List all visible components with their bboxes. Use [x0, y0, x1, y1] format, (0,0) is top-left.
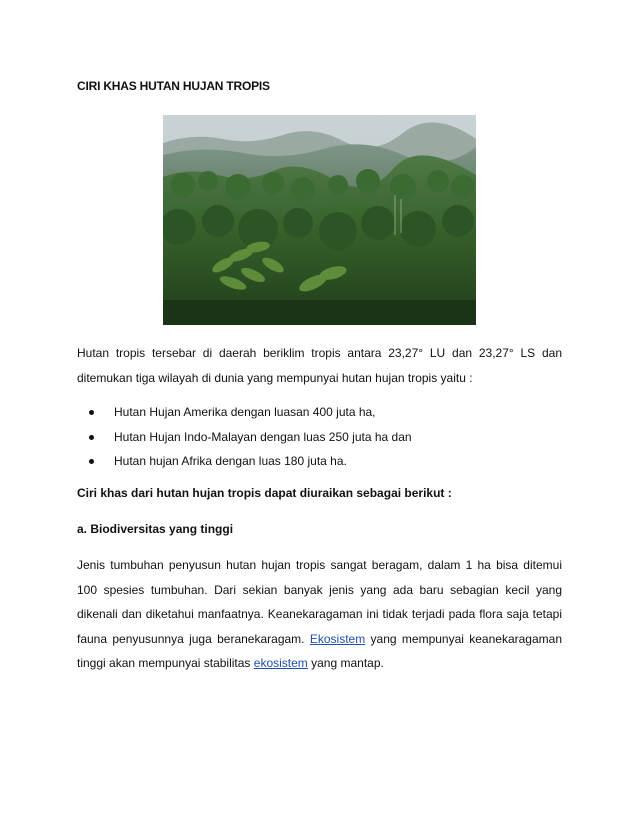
list-item-text: Hutan Hujan Indo-Malayan dengan luas 250 juta ha dan [114, 429, 412, 444]
body-paragraph [77, 553, 562, 676]
subheading: a. Biodiversitas yang tinggi [77, 522, 234, 536]
list-item [89, 400, 412, 425]
list-item [89, 449, 412, 474]
list-item-text: Hutan Hujan Amerika dengan luasan 400 juta ha, [114, 405, 376, 419]
ekosistem-link[interactable]: Ekosistem [309, 631, 366, 646]
bullet-icon [89, 435, 94, 440]
list-item-text: Hutan hujan Afrika dengan luas 180 juta ha. [114, 454, 347, 468]
bullet-icon [89, 459, 94, 464]
section-heading: Ciri khas dari hutan hujan tropis dapat diuraikan sebagai berikut : [77, 486, 452, 500]
bullet-icon [89, 410, 94, 415]
body-text: yang mantap. [307, 656, 384, 670]
rainforest-photo [163, 115, 476, 325]
body-text: Jenis tumbuhan penyusun hutan hujan tropis sangat beragam, dalam 1 ha bisa ditemui 100 spesies tumbuhan. Dari sekian banyak jenis yang ada baru sebagian kecil yang dikenali dan diketahui manfaatnya. Keanekaragaman ini tidak terjadi pada flora saja tetapi fauna penyusunnya juga beranekaragam. [77, 558, 562, 646]
ekosistem-link-2[interactable]: ekosistem [253, 656, 308, 670]
intro-paragraph: Hutan tropis tersebar di daerah beriklim tropis antara 23,27° LU dan 23,27° LS dan ditemukan tiga wilayah di dunia yang mempunyai hutan hujan tropis yaitu : [77, 346, 562, 385]
list-item [89, 425, 412, 450]
forest-region-list [89, 400, 412, 474]
document-title: CIRI KHAS HUTAN HUJAN TROPIS [77, 79, 270, 93]
body-text: yang mempunyai keanekaragaman tinggi akan mempunyai stabilitas [77, 631, 562, 670]
